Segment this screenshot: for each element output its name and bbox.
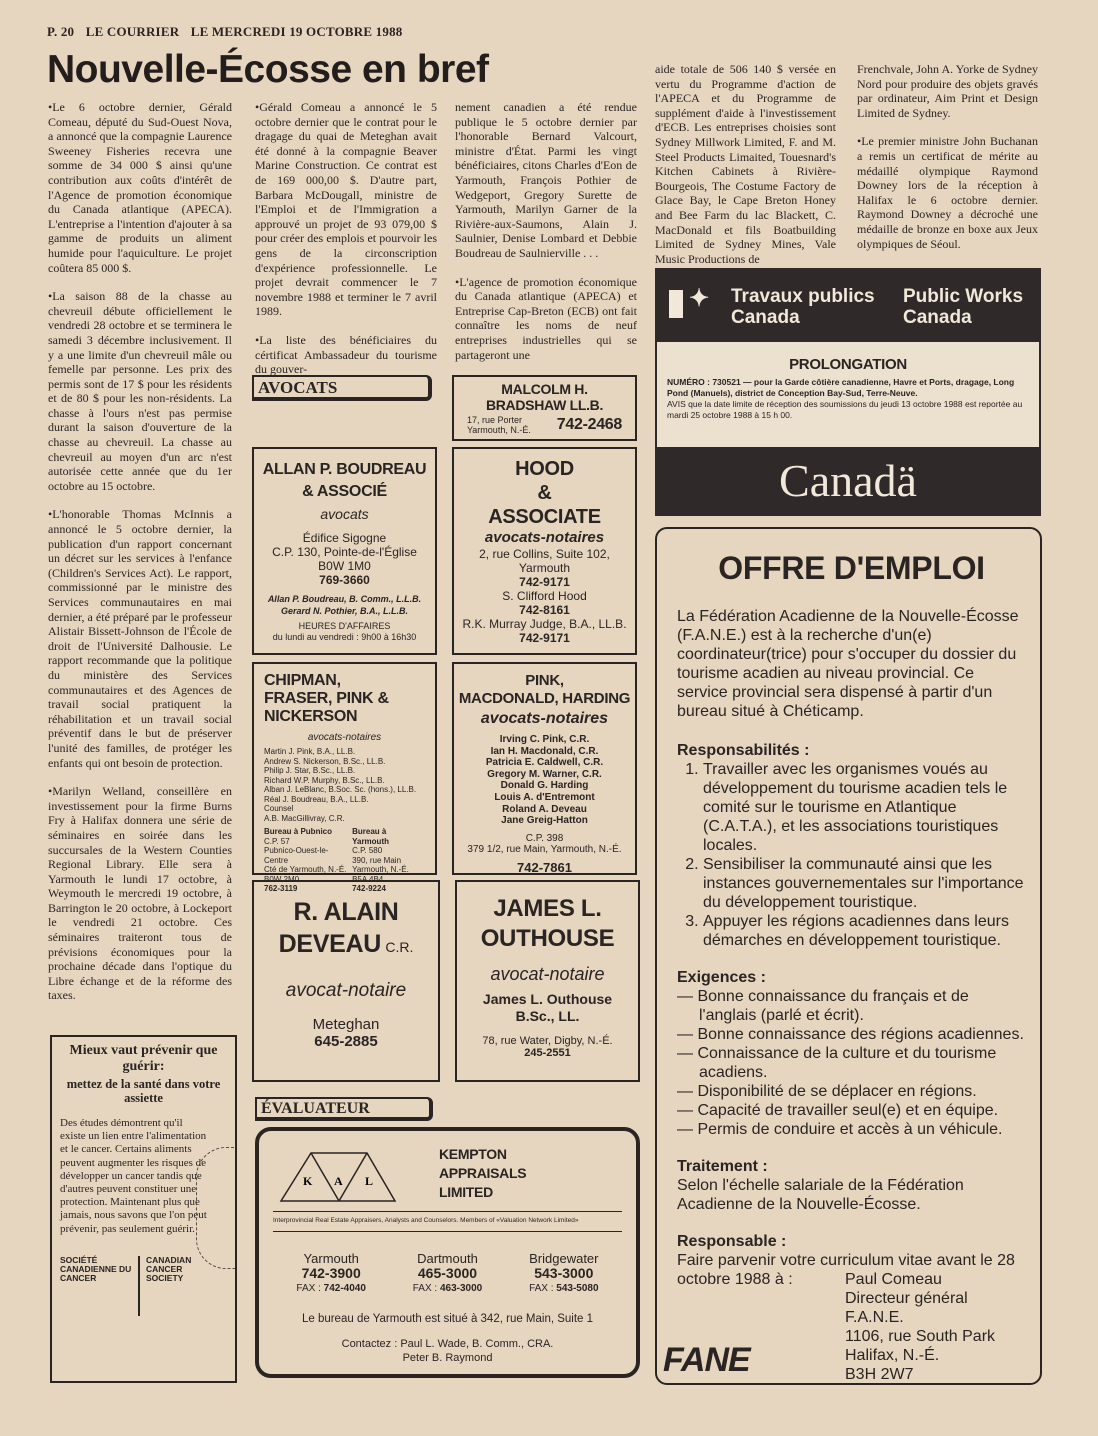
article-column-1 (48, 100, 232, 1017)
ad-subtitle: avocats-notaires (480, 710, 609, 727)
dept-name-line: Travaux publics (731, 286, 875, 307)
ad-address: Le bureau de Yarmouth est situé à 342, rue Main, Suite 1 (301, 1313, 594, 1325)
ad-people-list (454, 734, 635, 827)
logo-letter: L (365, 1174, 374, 1188)
company-name (439, 1145, 526, 1202)
address-line: Paul Comeau (845, 1271, 942, 1288)
dept-name-line: Canada (731, 307, 800, 328)
ad-malcolm-bradshaw (452, 375, 637, 441)
contact-deadline: octobre 1988 à : (677, 1271, 793, 1288)
office-phone: 742-3900 (301, 1265, 361, 1281)
ad-hours: du lundi au vendredi : 9h00 à 16h30 (272, 632, 417, 642)
address-line: Halifax, N.-É. (845, 1347, 940, 1364)
ad-address: Yarmouth, N.-É. (466, 425, 531, 435)
page-number: P. 20 (47, 24, 75, 39)
responsibility-item: 3. Appuyer les régions acadiennes dans leurs démarches en développement touristique. (703, 912, 1026, 950)
news-brief: •Gérald Comeau a annoncé le 5 octobre dernier que le contrat pour le dragage du quai de Meteghan avait été donné à la compagnie Beaver Marine Construction. Ce contrat est de 169 000,00 $. D'autre part, Barbara McDougall, ministre de l'Emploi et de l'Immigration a approuvé un projet de 93 079,00 $ pour créer des emplois et pourvoir les gens de la circonscription d'expérience professionnelle. Le projet devrait commencer le 7 novembre 1988 et terminer le 7 avril 1989. (255, 100, 437, 319)
ad-address: 2, rue Collins, Suite 102, (479, 547, 610, 561)
ad-person: Andrew S. Nickerson, B.Sc., LL.B. (264, 756, 386, 766)
ad-person: Ian H. Macdonald, C.R. (490, 745, 599, 757)
ad-name: R. ALAIN (293, 898, 399, 926)
salary-text: Selon l'échelle salariale de la Fédération Acadienne de la Nouvelle-Écosse. (677, 1177, 964, 1213)
notice-heading: PROLONGATION (789, 356, 907, 373)
ad-address: C.P. 130, Pointe-de-l'Église (272, 545, 417, 559)
ad-kempton-appraisals (255, 1127, 640, 1378)
news-brief: •Le premier ministre John Buchanan a remis un certificat de mérite au médaillé olympique Raymond Downey lors de la réception à Halifax le 6 octobre dernier. Raymond Downey a décroché une médaille de bronze en boxe aux Jeux olympiques de Séoul. (857, 134, 1038, 251)
company-name-line: KEMPTON (439, 1146, 507, 1162)
address-line: F.A.N.E. (845, 1309, 904, 1326)
ad-address: 78, rue Water, Digby, N.-É. (482, 1035, 613, 1047)
ad-person: Martin J. Pink, B.A., LL.B. (264, 747, 356, 756)
ad-name: DEVEAU (278, 930, 381, 958)
requirement-item: — Capacité de travailler seul(e) et en équipe. (677, 1102, 999, 1119)
ad-hood-associate (452, 447, 637, 655)
ad-person: Gregory M. Warner, C.R. (487, 768, 602, 780)
office-line: C.P. 57 (264, 836, 290, 846)
dept-name-fr (731, 286, 875, 328)
responsibilities-list (677, 760, 1026, 950)
ad-person: Irving C. Pink, C.R. (499, 734, 590, 745)
office-line: 390, rue Main (352, 855, 402, 865)
ad-address: 17, rue Porter (466, 415, 522, 425)
office-line: C.P. 580 (352, 846, 383, 855)
office-fax: 742-4040 (323, 1283, 366, 1294)
office-city: Dartmouth (417, 1251, 478, 1266)
office-fax: 463-3000 (439, 1283, 483, 1294)
office-line: B0W 2M0 (264, 874, 300, 884)
requirement-item: — Permis de conduire et accès à un véhicule. (677, 1121, 1003, 1138)
ad-phone: 742-7861 (517, 859, 572, 875)
divider (273, 1211, 622, 1212)
salary-heading: Traitement : (677, 1158, 768, 1175)
ad-allan-boudreau (252, 447, 437, 655)
ad-phone: 762-3119 (264, 884, 298, 893)
address-line: B3H 2W7 (845, 1366, 914, 1383)
requirement-item: — Bonne connaissance du français et de l'anglais (parlé et écrit). (677, 988, 969, 1024)
ad-person: James L. Outhouse (482, 991, 613, 1007)
sword-icon (138, 1256, 140, 1316)
ad-name: JAMES L. (493, 895, 602, 922)
news-brief: •La liste des bénéficiaires du cértificat Ambassadeur du tourisme du gouver- (255, 332, 437, 377)
job-title: OFFRE D'EMPLOI (718, 550, 985, 586)
ad-contact: Peter B. Raymond (402, 1352, 493, 1364)
ad-name: NICKERSON (264, 708, 358, 725)
logo-letter: K (303, 1174, 313, 1188)
news-brief: nement canadien a été rendue publique le 5 octobre dernier par l'honorable Bernard Valcourt, ministre d'État. Parmi les vingt bénéficiaires, citons Charles d'Eon de Yarmouth, François Pothier de Wedgeport, Gregory Surette de Yarmouth, Marilyn Garner de la Rivière-aux-Saumons, Alain J. Saulnier, Denise Lombard et Debbie Boudreau de Saulnierville . . . (455, 100, 637, 260)
ad-body: Des études démontrent qu'il existe un lien entre l'alimentation et le cancer. Certains aliments peuvent augmenter les risques de développer un cancer tandis que d'autres peuvent constituer une protection. Maintenant plus que jamais, nous savons que l'on peut prévenir, pas seulement guérir. (60, 1117, 207, 1235)
page-title: Nouvelle-Écosse en bref (47, 48, 489, 91)
ad-name-suffix: C.R. (385, 939, 414, 955)
contact-address (845, 1270, 995, 1384)
ad-person: Réal J. Boudreau, B.A., LL.B. (264, 794, 369, 804)
company-name-line: LIMITED (439, 1184, 493, 1200)
ad-person: Allan P. Boudreau, B. Comm., L.L.B. (267, 594, 422, 604)
article-column-5 (857, 62, 1038, 265)
ad-subtitle: avocat-notaire (490, 964, 605, 984)
page-folio (47, 24, 410, 40)
news-brief: Frenchvale, John A. Yorke de Sydney Nord pour produire des objets gravés par ordinateur, Aim Print et Design Limited de Sydney. (857, 62, 1038, 120)
ad-subheadline: mettez de la santé dans votre assiette (66, 1077, 221, 1105)
article-column-3 (455, 100, 637, 376)
ad-phone: 742-2468 (556, 416, 622, 433)
ad-name: & ASSOCIÉ (302, 483, 387, 500)
ad-person: Richard W.P. Murphy, B.Sc., LL.B. (264, 775, 385, 785)
ad-subtitle: avocat-notaire (285, 980, 407, 1001)
office-line: Cté de Yarmouth, N.-É. (264, 865, 347, 874)
ad-public-works (655, 268, 1041, 516)
maple-leaf-icon: ✦ (689, 285, 710, 312)
office-yarmouth (296, 1251, 366, 1296)
contact-heading: Responsable : (677, 1233, 787, 1250)
kal-logo (279, 1151, 397, 1203)
ad-name: ASSOCIATE (488, 506, 601, 528)
ad-name: MACDONALD, HARDING (458, 690, 631, 707)
requirement-item: — Disponibilité de se déplacer en régions. (677, 1083, 977, 1100)
vegetable-illustration (196, 1147, 235, 1269)
ad-person: Louis A. d'Entremont (494, 791, 595, 803)
contact-instructions: Faire parvenir votre curriculum vitae avant le 28 (677, 1252, 1015, 1269)
fane-logo: FANE (663, 1341, 750, 1379)
divider (273, 1231, 622, 1232)
ad-person: Patricia E. Caldwell, C.R. (485, 757, 604, 769)
ad-contacts (259, 1337, 636, 1365)
responsibility-item: 1. Travailler avec les organismes voués au développement du tourisme acadien tels le comité sur le tourisme en Atlantique (C.A.T.A.), et les associations touristiques locales. (703, 760, 1026, 855)
notice-text: AVIS que la date limite de réception des soumissions du jeudi 13 octobre 1988 est reportée au mardi 25 octobre 1988 à 15 h 00. (667, 399, 1023, 420)
address-line: 1106, rue South Park (845, 1328, 996, 1345)
article-column-4 (655, 62, 836, 280)
ad-person: B.Sc., LL. (515, 1008, 580, 1024)
office-list (273, 1251, 622, 1296)
office-line: Pubnico-Ouest-le-Centre (264, 846, 329, 865)
ad-phone: 769-3660 (319, 573, 370, 587)
office-line: B5A 4B4 (352, 874, 384, 884)
requirement-item: — Connaissance de la culture et du tourisme acadiens. (677, 1045, 997, 1081)
office-phone: 465-3000 (417, 1265, 478, 1281)
ad-phone: 742-9171 (519, 575, 570, 589)
ad-person: Donald G. Harding (500, 780, 589, 792)
ad-person: S. Clifford Hood (502, 589, 587, 603)
section-header-evaluateur: ÉVALUATEUR (255, 1097, 433, 1121)
dept-name-line: Canada (903, 307, 972, 328)
ad-name: OUTHOUSE (480, 925, 615, 952)
ad-name: FRASER, PINK & (264, 690, 389, 707)
ad-phone: 742-9224 (352, 884, 386, 893)
requirements-heading: Exigences : (677, 969, 766, 986)
address-line: Directeur général (845, 1290, 968, 1307)
ad-person: Philip J. Star, B.Sc., LL.B. (264, 766, 356, 775)
ad-phone: 245-2551 (524, 1047, 571, 1059)
news-brief: •L'agence de promotion économique du Canada atlantique (APECA) et Entreprise Cap-Breton (ECB) ont fait connaître les noms de neuf entreprises industrielles qui se partageront une (455, 274, 637, 362)
ad-name: CHIPMAN, (264, 672, 341, 689)
ad-james-outhouse (455, 880, 640, 1082)
ad-alain-deveau (252, 880, 440, 1082)
logo-text-en: CANADIAN CANCER SOCIETY (146, 1254, 192, 1283)
ad-people-list (264, 747, 425, 823)
fax-label: FAX : (412, 1283, 438, 1294)
ad-hours-label: HEURES D'AFFAIRES (298, 621, 391, 631)
ad-person: A.B. MacGillivray, C.R. (264, 813, 345, 823)
responsibility-item: 2. Sensibiliser la communauté ainsi que les instances gouvernementales sur l'importance du développement touristique. (703, 855, 1026, 912)
job-intro: La Fédération Acadienne de la Nouvelle-Écosse (F.A.N.E.) est à la recherche d'un(e) coordinateur(trice) pour s'occuper du dossier du tourisme acadien au niveau provincial. Ce service provincial sera dispensé à partir d'un bureau situé à Chéticamp. (677, 608, 1019, 720)
ad-name: HOOD (515, 458, 574, 480)
newspaper-name: LE COURRIER (85, 24, 180, 39)
dept-name-line: Public Works (903, 286, 1024, 307)
office-title: Bureau à Yarmouth (352, 827, 389, 846)
issue-date: LE MERCREDI 19 OCTOBRE 1988 (190, 24, 403, 39)
ad-subtitle: avocats-notaires (307, 732, 382, 743)
office-line: Yarmouth, N.-É. (352, 865, 409, 874)
ad-address: 379 1/2, rue Main, Yarmouth, N.-É. (467, 844, 622, 856)
ad-person: Roland A. Deveau (502, 803, 587, 815)
news-brief: aide totale de 506 140 $ versée en vertu du Programme d'action de l'APECA et du Programme de supplément d'aide à l'investissement d'ECB. Les entreprises choisies sont Sydney Millwork Limited, F. and M. Steel Products Limaited, Touesnard's Kitchen Cabinets à Rivière-Bourgeois, The Costume Factory de Glace Bay, le Cape Breton Honey and Bee Farm du lac Blackett, C. MacDonald et fils Boatbuilding Limited de Sydney Mines, Vale Music Productions de (655, 62, 836, 266)
ad-city: Meteghan (312, 1016, 380, 1033)
office-phone: 543-3000 (534, 1265, 594, 1281)
ad-pink-macdonald (452, 662, 637, 875)
ad-person: Alban J. LeBlanc, B.Soc. Sc. (hons.), LL.B. (264, 785, 417, 794)
fax-label: FAX : (529, 1283, 554, 1294)
ad-phone: 742-8161 (519, 603, 570, 617)
tender-number: NUMÉRO : 730521 — pour la Garde côtière canadienne, Havre et Ports, dragage, Long Pond (Manuels), district de Conception Bay-Sud, Terre-Neuve. (667, 377, 1015, 398)
office-city: Yarmouth (303, 1251, 359, 1266)
ad-address: Yarmouth (518, 561, 571, 575)
ad-person: Jane Greig-Hatton (501, 815, 588, 827)
company-name-line: APPRAISALS (439, 1165, 527, 1181)
ad-tagline: Interprovincial Real Estate Appraisers, Analysts and Counselors. Members of «Valuation Network Limited» (273, 1217, 579, 1224)
section-header-avocats: AVOCATS (252, 375, 432, 401)
office-fax: 543-5080 (556, 1283, 599, 1294)
public-works-header (657, 270, 1039, 342)
flag-bar-icon (669, 290, 683, 318)
ad-person: R.K. Murray Judge, B.A., LL.B. (462, 617, 627, 631)
news-brief: •La saison 88 de la chasse au chevreuil débute officiellement le vendredi 28 octobre et se terminera le samedi 3 décembre inclusivement. Il y a une limite d'un chevreuil mâle ou femelle par personne. Les prix des permis sont de 17 $ pour les résidents et de 80 $ pour les non-résidents. La chasse à l'ours n'est pas permise durant la saison d'ouverture de la chasse au chevreuil. La chasse au chevreuil au moyen d'un arc n'est autorisée cette année que du 1er octobre au 15 octobre. (48, 289, 232, 493)
ad-contact: Contactez : Paul L. Wade, B. Comm., CRA. (341, 1338, 554, 1350)
ad-name: ALLAN P. BOUDREAU (262, 461, 427, 478)
ad-subtitle: avocats (320, 506, 369, 522)
ad-person: Counsel (264, 804, 294, 813)
ad-address: C.P. 398 (525, 832, 564, 844)
canada-wordmark: Canadä (657, 447, 1039, 514)
ad-headline: Mieux vaut prévenir que guérir: (69, 1043, 218, 1074)
ad-job-offer (655, 527, 1042, 1385)
ad-person: Gerard N. Pothier, B.A., L.L.B. (280, 606, 409, 616)
news-brief: •Le 6 octobre dernier, Gérald Comeau, député du Sud-Ouest Nova, a annoncé que la compagnie Laurence Sweeney Fisheries recevra une somme de 34 000 $ ainsi qu'une contribution aux coûts d'intérêt de l'Agence de promotion économique du Canada atlantique (APECA). L'entreprise a l'intention d'ajouter à sa gamme de produits un aliment humide pour l'aquiculture. Le projet coûtera 85 000 $. (48, 100, 232, 275)
cancer-society-logo (60, 1256, 227, 1316)
ad-name: BRADSHAW LL.B. (485, 397, 604, 413)
ad-phone: 742-9171 (519, 631, 570, 645)
news-brief: •L'honorable Thomas McInnis a annoncé le 5 octobre dernier, la publication d'un rapport concernant un décret sur les services à l'enfance (Children's Services Act). Le rapport, commissionné par le ministre des Services communautaires en mai dernier, a été préparé par le professeur Alistair Bissett-Johnson de l'École de droit de l'Université Dalhousie. Le rapport recommande que la politique du ministère des Services communautaires et des Agences de travail social pratiquent la réhabilitation et un travail social préventif dans le but de préserver l'unité des familles, de protéger les enfants qui ont besoin de protection. (48, 507, 232, 770)
office-title: Bureau à Pubnico (264, 827, 333, 836)
ad-address: B0W 1M0 (318, 559, 371, 573)
ad-subtitle: avocats-notaires (484, 529, 605, 546)
ad-chipman-fraser (252, 662, 437, 893)
requirements-list (677, 987, 1026, 1139)
news-brief: •Marilyn Welland, conseillère en investissement pour la firme Burns Fry à Halifax donnera une série de séminaires en soirée dans les succursales de la Western Counties Regional Library. Elle sera à Yarmouth le lundi 17 octobre, à Weymouth le mercredi 19 octobre, à Barrington le 20 octobre, à Lockeport le vendredi 21 octobre. Ces séminaires traiteront tous de prévisions économiques pour la prochaine décade dans l'optique du Libre échange et de la réforme des taxes. (48, 784, 232, 1003)
ad-cancer-society (50, 1035, 237, 1383)
responsibilities-heading: Responsabilités : (677, 742, 810, 759)
logo-letter: A (334, 1174, 343, 1188)
ad-name: MALCOLM H. (501, 381, 588, 397)
article-column-2 (255, 100, 437, 391)
office-city: Bridgewater (529, 1251, 599, 1266)
office-dartmouth (413, 1251, 483, 1296)
requirement-item: — Bonne connaissance des régions acadiennes. (677, 1026, 1024, 1043)
ad-address: Édifice Sigogne (302, 531, 387, 545)
logo-text-fr: SOCIÉTÉ CANADIENNE DU CANCER (60, 1254, 132, 1283)
ad-phone: 645-2885 (314, 1033, 378, 1050)
office-bridgewater (529, 1251, 599, 1296)
ad-name: & (537, 482, 552, 504)
fax-label: FAX : (296, 1283, 321, 1294)
dept-name-en (903, 286, 1023, 328)
ad-name: PINK, (525, 672, 564, 689)
